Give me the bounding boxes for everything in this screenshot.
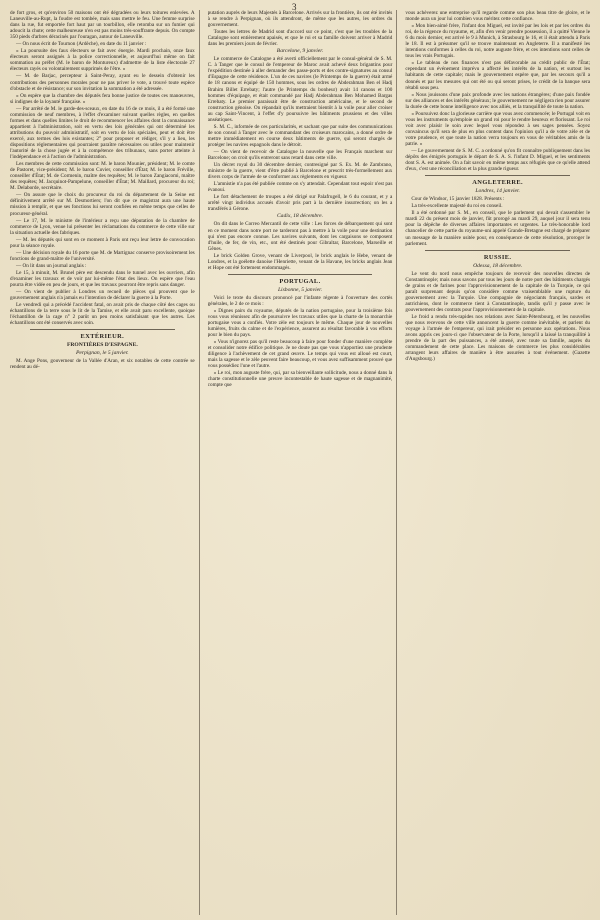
section-heading-portugal: PORTUGAL. <box>279 277 321 285</box>
paragraph: Le 15, à minuit, M. Brunel père est descendu dans le tunnel avec les ouvriers, afin d'examiner les travaux et de voir par lui-même l'état des lieux. On espère que l'eau pourra être vidée en peu de jours, et que les travaux pourront être repris sans danger. <box>10 269 195 289</box>
section-heading-angleterre: ANGLETERRE. <box>472 179 524 187</box>
paragraph: — On nous écrit de Tournon (Ardèche), en date du 11 janvier : <box>16 41 147 48</box>
paragraph: — On vient de publier à Londres un recueil de pièces qui prouvent que le gouvernement anglais n'a jamais eu l'intention de déclarer la guerre à la Porte. <box>10 289 195 302</box>
paragraph: « Mon bien-aimé frère, l'infant don Miguel, est invité par les lois et par les ordres du roi, de la régence du royaume, et, afin d'en venir prendre possession, il a quitté Vienne le 6 du mois dernier, est arrivé le 9 à Munich, à Strasbourg le 16, et il était attendu à Paris le 18. Il est à présumer qu'il se trouve maintenant en Angleterre. Il a manifesté les intentions conformes à celles du roi, notre auguste frère, et ces intentions sont celles de tous les vrais Portugais. <box>405 23 591 60</box>
paragraph: — Le 17, M. le ministre de l'intérieur a reçu une députation de la chambre de commerce de Lyon, venue lui présenter les réclamations du commerce de cette ville sur la situation actuelle des fabriques. <box>10 217 195 236</box>
paragraph: S. M. C., informée de ces particularités, et sachant que par suite des communications de son consul à Tanger avec le commandant des croiseurs marocains, a donné ordre de mettre immédiatement en course deux bâtiments de guerre, qui seront chargés de protéger les navires espagnols dans le détroit. <box>207 123 393 148</box>
paragraph: — Une décision royale du 16 porte que M. de Martignac conserve provisoirement les fonctions de grand-maître de l'université. <box>10 249 195 262</box>
dateline-barcelone: Barcelone, 9 janvier. <box>276 48 324 55</box>
column-3 <box>405 10 590 915</box>
paragraph: — Le gouvernement de S. M. C. a ordonné qu'on fit connaître publiquement dans les dépôts des émigrés portugais le départ de S. A. S. l'infant D. Miguel, et les sentiments dont S. A. est animée. On a fait savoir en même temps aux réfugiés que ce qu'elle attend d'eux, c'est une réconciliation et la plus grande rigueur. <box>405 148 591 173</box>
paragraph: « Le tableau de nos finances n'est pas défavorable au crédit public de l'État; cependant un événement imprévu a affecté les intérêts de la nation, et surtout les habitants de cette capitale; mais le gouvernement espère que, par les secours qu'il a donnés et par les mesures qui ont été ou qui seront prises, le crédit de la banque sera rétabli sous peu. <box>405 60 591 91</box>
page-number: 3 <box>292 2 297 12</box>
paragraph: Un décret royal du 30 décembre dernier, contresigné par S. Ex. M. de Zambrano, ministre de la guerre, vient d'être publié à Barcelone et prescrit très-formellement aux divers corps de l'armée de se conformer aux règlements en vigueur. <box>207 162 393 181</box>
column-1 <box>10 10 200 915</box>
dateline-londres: Londres, 14 janvier. <box>475 188 520 195</box>
paragraph: — On lit dans un journal anglais : <box>16 262 87 269</box>
paragraph: Cour de Windsor, 15 janvier 1828. Présents : <box>411 196 505 203</box>
columns <box>10 10 590 915</box>
paragraph: Le froid a rendu très-rapides nos relations avec Saint-Pétersbourg, et les nouvelles que nous recevons de cette ville annoncent la guerre comme inévitable, et parlent du voyage à l'armée de l'empereur, qui irait présider en personne aux opérations. Nous avons appris ces jours-ci que l'observateur de la Porte, lorsqu'il a laissé la tranquillité à prendre de la part des puissances, a été amené, avec toute sa famille, auprès du commandement de cette place. Les maisons de commerce les plus considérables arrangent leurs affaires de manière à être assurées à tout événement. (Gazette d'Augsbourg.) <box>405 313 591 363</box>
section-divider <box>30 329 175 330</box>
paragraph: — On assure que le choix du procureur du roi du département de la Seine est définitivement arrêté sur M. Desmortiers; l'on dit que ce magistrat aura une haute mission à remplir, et que ses fonctions lui seront confiées en même temps que celles de procureur-général. <box>10 192 195 217</box>
paragraph: « Poursuivez donc la glorieuse carrière que vous avez commencée; le Portugal voit en vous les instruments qu'emploie un grand roi pour le rendre heureux et florissant. Le roi voit avec plaisir le soin avec lequel vous répondez à ses sages pensées. Soyez convaincus qu'il sera de plus en plus content dans l'opinion qu'il a de votre zèle et de votre prudence, et que toute la nation verra toujours en vous de véritables amis de la patrie. » <box>405 110 591 147</box>
paragraph: « Le roi, mon auguste frère, qui, par sa bienveillante sollicitude, nous a donné dans la charte constitutionnelle une preuve incontestable de haute sagesse et de magnanimité, compte que <box>207 370 393 389</box>
paragraph: Les membres de cette commission sont: M. le baron Mounier, président; M. le comte de Pastoret, vice-président; M. le baron Cuvier, conseiller d'État; M. le baron Fréville, conseiller d'État; M. de Cormenin, maître des requêtes; M. le baron Zangiacomi, maître des requêtes; M. Jacquinot-Pampelune, conseiller d'État; M. Maillard, procureur du roi; M. Delaborde, secrétaire. <box>10 161 195 192</box>
paragraph: La très-excellente majesté du roi en conseil. <box>411 203 503 210</box>
paragraph: — On vient de recevoir de Catalogne la nouvelle que les Français marchent sur Barcelone; on croit qu'ils entreront sans retard dans cette ville. <box>207 148 393 162</box>
paragraph: — Par arrêté de M. le garde-des-sceaux, en date du 16 de ce mois, il a été formé une commission de neuf membres, à l'effet d'examiner suivant quelles règles, en quelles formes et dans quelles limites le droit de recommencer les affaires dont la connaissance appartient à l'administration, soit en vertu des lois générales qui ont déterminé les attributions du pouvoir administratif, soit en vertu de lois spéciales, peut et doit être exercé, aux termes des lois existantes; 2° pour proposer et rédiger, s'il y a lieu, les dispositions réglementaires qui pourraient paraître nécessaires ou utiles pour maintenir l'autorité de la chose jugée et à la compétence des tribunaux, sans porter atteinte à l'indépendance et à l'action de l'administration. <box>10 105 195 161</box>
paragraph: On dit dans le Correo Mercantil de cette ville : Les forces de débarquement qui sont en ce moment dans notre port ne tarderont pas à mettre à la voile pour une destination qui n'est pas encore connue. Les navires suivants, dont les cargaisons se composent d'huile, de fer, de vin, etc., ont été destinés pour Gibraltar, Barcelone, Marseille et Gênes. <box>207 221 393 252</box>
section-heading-russie: RUSSIE. <box>483 253 512 261</box>
dateline-odessa: Odessa, 18 décembre. <box>473 262 523 269</box>
paragraph: M. Ange Pons, gouverneur de la Vallée d'Aran, et six notables de cette contrée se rendent au dé- <box>10 358 195 371</box>
paragraph: L'amnistie n'a pas été publiée comme on s'y attendait. Cependant tout espoir n'est pas évanoui. <box>207 181 393 194</box>
paragraph: « Nous jouissons d'une paix profonde avec les nations étrangères; d'une paix fondée sur des alliances et des intérêts généraux; le gouvernement ne négligera rien pour assurer la durée de cette bonne intelligence avec nos alliés, et la tranquillité de toute la nation. <box>405 91 591 110</box>
dateline-perpignan: Perpignan, le 5 janvier. <box>76 350 129 357</box>
paragraph: de fort gros, et qu'environ 50 maisons ont été dégradées ou leurs toitures enlevées. A Laneuville-au-Rupt, la foudre est tombée, mais sans mettre le feu. Une femme surprise dans la rue, fut emportée fort haut par un tourbillon, elle retomba sur un fumier qui adoucit la chute; cette malheureuse n'en est pas moins très-souffrante depuis. On compte 350 pieds d'arbres déracinés par l'ouragan, autour de Laneuville. <box>10 10 195 41</box>
paragraph: — M. de Barjac, percepteur à Saint-Peray, ayant eu le dessein d'obtenir les contributions des personnes morales pour ne pas priver le vote, a trouvé toute espèce d'obstacle et de résistance; sur son invitation la sommation a été adressée. <box>10 73 195 92</box>
paragraph: Le fort détachement de troupes a été dirigé sur Palafrugell, le 6 du courant, et y a arrêté vingt individus accusés d'avoir pris part à la dernière insurrection; on les a transférés à Gérone. <box>207 194 393 213</box>
paragraph: Le brick Golden Grove, venant de Liverpool, le brick anglais le Hebe, venant de Londres, et la goélette danoise l'Henriette, venant de la Havane, les bricks anglais Jean et Hope ont été fortement endommagés. <box>207 252 393 271</box>
dateline-cadix: Cadix, 18 décembre. <box>276 213 324 220</box>
paragraph: Voici le texte du discours prononcé par l'infante régente à l'ouverture des cortès générales, le 2 de ce mois : <box>207 294 393 307</box>
paragraph: « On espère que la chambre des députés fera bonne justice de toutes ces manœuvres, si indignes de la loyauté française. » <box>10 92 195 105</box>
paragraph: Le vent du nord nous empêche toujours de recevoir des nouvelles directes de Constantinople; mais nous savons par tous les jours de notre port des bâtiments chargés de grains et de farines pour l'approvisionnement de la capitale de la Turquie, ce qui paraît surprenant depuis qu'on considère comme vraisemblable une rupture du gouvernement avec la Turquie. Une compagnie de négociants français, sardes et autrichiens, dont le commerce tient à Constantinople, tandis qu'il y passe avec le gouvernement des contrats pour l'approvisionnement de la capitale. <box>405 270 591 313</box>
paragraph: vous achèverez une entreprise qu'il regarde comme son plus beau titre de gloire, et le monde aura un jour lui combien vous méritez cette confiance. <box>405 10 591 23</box>
dateline-lisbonne: Lisbonne, 5 janvier. <box>277 286 323 293</box>
subheading-frontieres: FRONTIÈRES D'ESPAGNE. <box>66 342 138 349</box>
column-2 <box>208 10 398 915</box>
paragraph: Il a été ordonné par S. M., en conseil, que le parlement qui devait s'assembler le mardi 22 du présent mois de janvier, fût prorogé au mardi 29, auquel jour il sera tenu pour la dépêche de diverses affaires importantes et urgentes. Le très-honorable lord chancelier de cette partie du royaume-uni appelé Grande-Bretagne est chargé de préparer un message de la manière usitée pour, en conséquence de cette résolution, proroger le parlement. <box>405 210 591 247</box>
paragraph: Toutes les lettres de Madrid sont d'accord sur ce point, c'est que les troubles de la Catalogne sont entièrement apaisés, et que le roi et sa famille doivent arriver à Madrid dans les premiers jours de février. <box>207 29 393 48</box>
paragraph: « La poursuite des faux électeurs se fait avec énergie. Mardi prochain, onze faux électeurs seront assignés à la police correctionnelle, et aujourd'hui même on fait sommation au préfet (M. le baron de Montureux) d'admettre de la liste électorale 27 électeurs rayés ou volontairement supprimés de l'être. » <box>10 48 195 73</box>
section-divider <box>425 175 570 176</box>
paragraph: « Vous n'ignorez pas qu'il reste beaucoup à faire pour fonder d'une manière complète et consolider notre édifice politique. Je ne doute pas que vous n'apportiez une prudente diligence à l'achèvement de cet grand œuvre. Le temps qui vous est alloué est court, mais la sagesse et le zèle peuvent faire beaucoup, et vous avez suffisamment prouvé que vous possédiez l'une et l'autre. <box>207 339 393 370</box>
paragraph: « Dignes pairs du royaume, députés de la nation portugaise, pour la troisième fois vous vous réunissez afin de poursuivre les travaux utiles que la charte de la monarchie portugaise vous a confiés. Votre zèle est toujours le même. Chaque jour de nouvelles lumières, fruits du calme et de l'expérience, assurent au résultat favorable à vos efforts pour le bien du pays. <box>207 307 393 339</box>
paragraph: Le vendredi qui a précédé l'accident fatal, on avait pris de chaque côté des cages ou échantillons de la terre sous le lit de la Tamise, et elle avait paru excellente, quoique l'échantillon de la cage n° 2 parût un peu moins satisfaisant que les autres. Les échantillons ont été conservés avec soin. <box>10 302 195 327</box>
section-heading-exterieur: EXTÉRIEUR. <box>80 333 125 341</box>
paragraph: putation auprès de leurs Majestés à Barcelone. Arrivés sur la frontière, ils ont été invités à se rendre à Perpignan, où ils attendront, de même que les autres, les ordres du gouvernement. <box>207 10 393 29</box>
section-divider <box>228 274 373 275</box>
section-divider <box>425 250 570 251</box>
paragraph: — M. les députés qui sont en ce moment à Paris ont reçu leur lettre de convocation pour la séance royale. <box>10 236 195 249</box>
paragraph: Le commerce de Catalogne a été averti officiellement par le consul-général de S. M. C. à Tanger que le consul de l'empereur de Maroc avait achevé deux brigantins pour l'expédition destinée à aller demander des passe-ports et des contre-signatures au consul d'Espagne de cette résidence. L'un de ces navires (le Printemps de la guerre) était armé de 18 canons et équipé de 150 hommes, sous les ordres de Abderahman Ben el Hadj Brahim Billet Errebaty; l'autre (le Printemps du bonheur) avait 14 canons et 100 hommes d'équipage, et était commandé par Hadj Abderahman Ben Mohamed Bargas Errebaty. Le premier paraissait être de construction américaine, et le second de construction génoise. On répandait qu'ils mettraient bientôt à la voile pour aller croiser au cap Saint-Vincent, à l'effet d'y poursuivre les bâtiments prussiens et des villes anséatiques. <box>207 56 393 123</box>
